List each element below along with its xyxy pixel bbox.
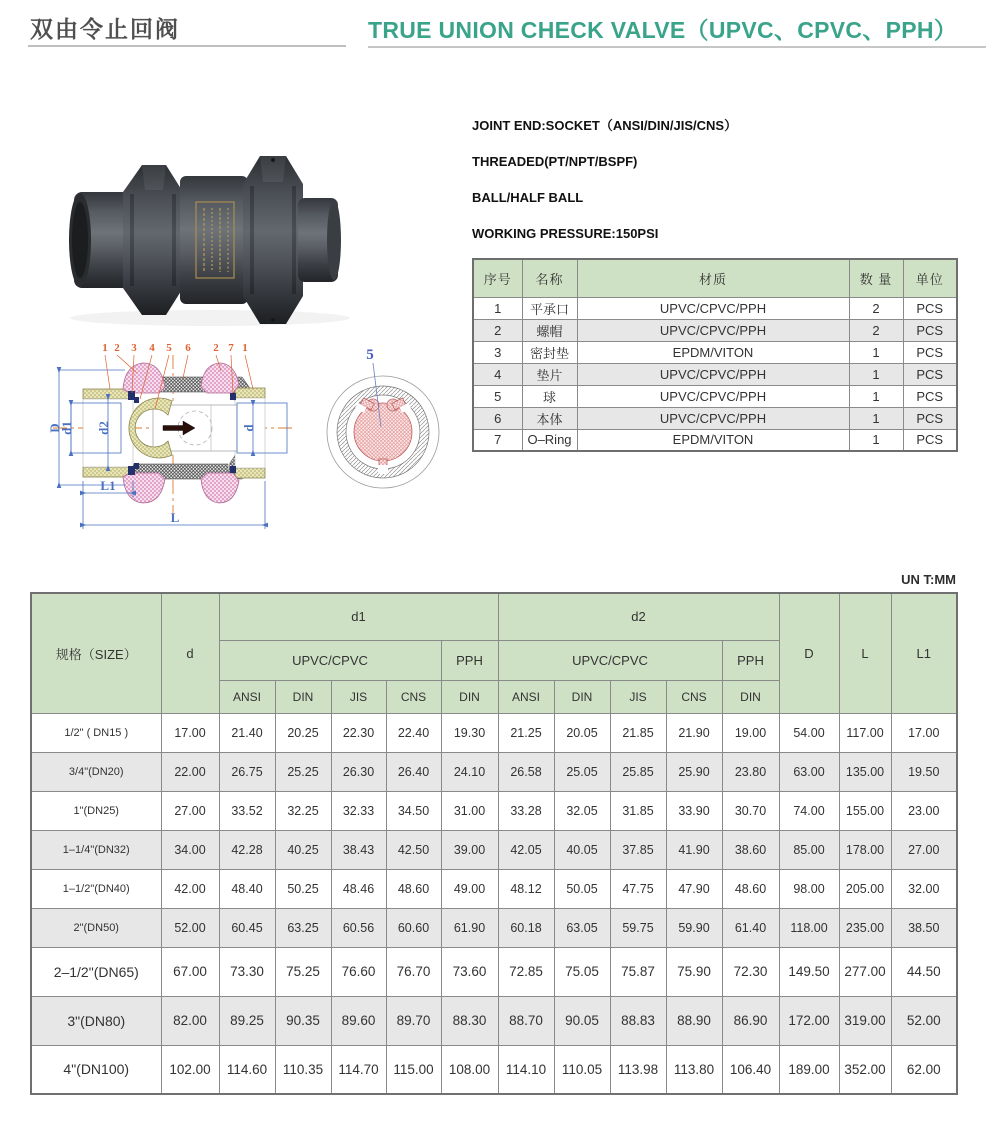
value-cell: 72.30 — [722, 947, 779, 996]
spec-ball: BALL/HALF BALL — [472, 190, 584, 205]
size-table-row — [31, 996, 957, 1045]
value-cell: 24.10 — [441, 752, 498, 791]
value-cell: 39.00 — [441, 830, 498, 869]
size-header-row-1 — [31, 593, 957, 640]
std-cns: CNS — [666, 680, 722, 713]
value-cell: 62.00 — [891, 1045, 957, 1094]
size-table-row — [31, 791, 957, 830]
parts-table-cell: PCS — [903, 407, 957, 429]
value-cell: 50.05 — [554, 869, 610, 908]
page-title-english: TRUE UNION CHECK VALVE（UPVC、CPVC、PPH） — [368, 17, 958, 43]
callout-2b: 2 — [213, 342, 219, 354]
std-jis: JIS — [331, 680, 386, 713]
parts-table-cell: 1 — [849, 429, 903, 451]
parts-table-cell: 1 — [849, 363, 903, 385]
value-cell: 22.40 — [386, 713, 441, 752]
value-cell: 26.30 — [331, 752, 386, 791]
dim-label-D: D — [47, 423, 62, 433]
parts-table-cell: UPVC/CPVC/PPH — [577, 297, 849, 319]
value-cell: 60.18 — [498, 908, 554, 947]
spec-threaded: THREADED(PT/NPT/BSPF) — [472, 154, 638, 169]
value-cell: 89.25 — [219, 996, 275, 1045]
value-cell: 114.70 — [331, 1045, 386, 1094]
L1-col-header: L1 — [891, 593, 957, 713]
size-cell: 4"(DN100) — [31, 1045, 161, 1094]
parts-table-cell: PCS — [903, 385, 957, 407]
size-table — [30, 592, 958, 1095]
d2-pph-header: PPH — [722, 640, 779, 680]
value-cell: 48.60 — [386, 869, 441, 908]
value-cell: 90.05 — [554, 996, 610, 1045]
parts-table-cell: UPVC/CPVC/PPH — [577, 363, 849, 385]
value-cell: 19.30 — [441, 713, 498, 752]
value-cell: 48.60 — [722, 869, 779, 908]
product-photo-svg — [60, 150, 350, 330]
value-cell: 114.10 — [498, 1045, 554, 1094]
value-cell: 108.00 — [441, 1045, 498, 1094]
parts-table-cell: 2 — [849, 297, 903, 319]
value-cell: 178.00 — [839, 830, 891, 869]
std-din-pph: DIN — [441, 680, 498, 713]
spec-pressure: WORKING PRESSURE:150PSI — [472, 226, 659, 241]
title-underline-left — [28, 45, 346, 47]
parts-table-cell: 本体 — [522, 407, 577, 429]
value-cell: 113.98 — [610, 1045, 666, 1094]
value-cell: 21.85 — [610, 713, 666, 752]
callout-5: 5 — [166, 342, 172, 354]
value-cell: 61.40 — [722, 908, 779, 947]
value-cell: 21.90 — [666, 713, 722, 752]
value-cell: 26.58 — [498, 752, 554, 791]
d2-group-header: d2 — [498, 593, 779, 640]
value-cell: 67.00 — [161, 947, 219, 996]
parts-table-header-row — [473, 259, 957, 297]
value-cell: 25.05 — [554, 752, 610, 791]
value-cell: 110.35 — [275, 1045, 331, 1094]
size-col-header: 规格（SIZE） — [31, 593, 161, 713]
parts-table-body — [473, 297, 957, 451]
value-cell: 33.28 — [498, 791, 554, 830]
value-cell: 21.25 — [498, 713, 554, 752]
value-cell: 47.75 — [610, 869, 666, 908]
value-cell: 25.85 — [610, 752, 666, 791]
value-cell: 52.00 — [891, 996, 957, 1045]
value-cell: 352.00 — [839, 1045, 891, 1094]
std-jis: JIS — [610, 680, 666, 713]
value-cell: 34.00 — [161, 830, 219, 869]
value-cell: 319.00 — [839, 996, 891, 1045]
value-cell: 73.60 — [441, 947, 498, 996]
parts-table-row — [473, 407, 957, 429]
parts-table-cell: 4 — [473, 363, 522, 385]
value-cell: 63.25 — [275, 908, 331, 947]
value-cell: 63.05 — [554, 908, 610, 947]
value-cell: 88.30 — [441, 996, 498, 1045]
std-ansi: ANSI — [498, 680, 554, 713]
std-din-pph: DIN — [722, 680, 779, 713]
parts-table-cell: PCS — [903, 429, 957, 451]
value-cell: 38.50 — [891, 908, 957, 947]
value-cell: 34.50 — [386, 791, 441, 830]
d1-group-header: d1 — [219, 593, 498, 640]
callout-2: 2 — [114, 342, 120, 354]
parts-col-index: 序号 — [473, 259, 522, 297]
value-cell: 41.90 — [666, 830, 722, 869]
value-cell: 32.05 — [554, 791, 610, 830]
value-cell: 106.40 — [722, 1045, 779, 1094]
callout-4: 4 — [149, 342, 155, 354]
value-cell: 63.00 — [779, 752, 839, 791]
value-cell: 117.00 — [839, 713, 891, 752]
parts-table — [472, 258, 958, 452]
value-cell: 76.60 — [331, 947, 386, 996]
value-cell: 38.60 — [722, 830, 779, 869]
value-cell: 42.05 — [498, 830, 554, 869]
value-cell: 54.00 — [779, 713, 839, 752]
value-cell: 88.70 — [498, 996, 554, 1045]
value-cell: 37.85 — [610, 830, 666, 869]
size-table-row — [31, 830, 957, 869]
parts-table-cell: PCS — [903, 297, 957, 319]
end-view-callout-5: 5 — [366, 347, 374, 363]
unit-note: UN T:MM — [901, 572, 956, 587]
value-cell: 235.00 — [839, 908, 891, 947]
size-cell: 1/2" ( DN15 ) — [31, 713, 161, 752]
value-cell: 118.00 — [779, 908, 839, 947]
std-cns: CNS — [386, 680, 441, 713]
parts-table-row — [473, 319, 957, 341]
value-cell: 20.25 — [275, 713, 331, 752]
parts-table-cell: EPDM/VITON — [577, 429, 849, 451]
value-cell: 21.40 — [219, 713, 275, 752]
value-cell: 42.00 — [161, 869, 219, 908]
size-table-row — [31, 1045, 957, 1094]
value-cell: 189.00 — [779, 1045, 839, 1094]
value-cell: 88.90 — [666, 996, 722, 1045]
parts-table-cell: 6 — [473, 407, 522, 429]
callout-7: 7 — [228, 342, 234, 354]
value-cell: 172.00 — [779, 996, 839, 1045]
parts-table-cell: 1 — [849, 407, 903, 429]
value-cell: 135.00 — [839, 752, 891, 791]
parts-table-cell: UPVC/CPVC/PPH — [577, 407, 849, 429]
value-cell: 22.00 — [161, 752, 219, 791]
parts-table-cell: 螺帽 — [522, 319, 577, 341]
spec-list — [472, 108, 952, 252]
size-cell: 3/4"(DN20) — [31, 752, 161, 791]
value-cell: 75.25 — [275, 947, 331, 996]
parts-col-unit: 单位 — [903, 259, 957, 297]
value-cell: 75.05 — [554, 947, 610, 996]
parts-table-row — [473, 385, 957, 407]
parts-table-cell: 球 — [522, 385, 577, 407]
D-col-header: D — [779, 593, 839, 713]
value-cell: 47.90 — [666, 869, 722, 908]
technical-drawing — [25, 333, 465, 538]
value-cell: 25.25 — [275, 752, 331, 791]
value-cell: 90.35 — [275, 996, 331, 1045]
parts-table-cell: UPVC/CPVC/PPH — [577, 319, 849, 341]
parts-table-cell: 平承口 — [522, 297, 577, 319]
std-din: DIN — [554, 680, 610, 713]
value-cell: 25.90 — [666, 752, 722, 791]
value-cell: 88.83 — [610, 996, 666, 1045]
parts-table-cell: 5 — [473, 385, 522, 407]
value-cell: 52.00 — [161, 908, 219, 947]
std-ansi: ANSI — [219, 680, 275, 713]
value-cell: 40.25 — [275, 830, 331, 869]
title-underline-right — [368, 46, 986, 48]
value-cell: 20.05 — [554, 713, 610, 752]
product-photo — [60, 150, 350, 330]
size-table-row — [31, 869, 957, 908]
value-cell: 44.50 — [891, 947, 957, 996]
value-cell: 102.00 — [161, 1045, 219, 1094]
parts-table-cell: PCS — [903, 341, 957, 363]
value-cell: 73.30 — [219, 947, 275, 996]
value-cell: 26.75 — [219, 752, 275, 791]
value-cell: 115.00 — [386, 1045, 441, 1094]
size-cell: 2–1/2"(DN65) — [31, 947, 161, 996]
value-cell: 50.25 — [275, 869, 331, 908]
parts-col-qty: 数 量 — [849, 259, 903, 297]
value-cell: 277.00 — [839, 947, 891, 996]
size-cell: 2"(DN50) — [31, 908, 161, 947]
size-table-row — [31, 947, 957, 996]
callout-1b: 1 — [242, 342, 248, 354]
dim-label-L: L — [170, 510, 180, 525]
value-cell: 32.00 — [891, 869, 957, 908]
value-cell: 114.60 — [219, 1045, 275, 1094]
parts-table-cell: 1 — [849, 341, 903, 363]
value-cell: 155.00 — [839, 791, 891, 830]
value-cell: 22.30 — [331, 713, 386, 752]
value-cell: 19.50 — [891, 752, 957, 791]
parts-table-row — [473, 341, 957, 363]
callout-3: 3 — [131, 342, 137, 354]
parts-table-cell: 7 — [473, 429, 522, 451]
value-cell: 89.70 — [386, 996, 441, 1045]
value-cell: 98.00 — [779, 869, 839, 908]
size-cell: 1–1/2"(DN40) — [31, 869, 161, 908]
value-cell: 48.12 — [498, 869, 554, 908]
d-col-header: d — [161, 593, 219, 713]
dim-label-d: d — [241, 424, 256, 432]
value-cell: 32.25 — [275, 791, 331, 830]
std-din: DIN — [275, 680, 331, 713]
callout-6: 6 — [185, 342, 191, 354]
value-cell: 48.40 — [219, 869, 275, 908]
value-cell: 48.46 — [331, 869, 386, 908]
value-cell: 33.90 — [666, 791, 722, 830]
d2-upvc-cpvc-header: UPVC/CPVC — [498, 640, 722, 680]
value-cell: 75.90 — [666, 947, 722, 996]
size-table-row — [31, 752, 957, 791]
value-cell: 49.00 — [441, 869, 498, 908]
value-cell: 30.70 — [722, 791, 779, 830]
parts-table-cell: 密封垫 — [522, 341, 577, 363]
value-cell: 149.50 — [779, 947, 839, 996]
size-cell: 3"(DN80) — [31, 996, 161, 1045]
parts-table-row — [473, 363, 957, 385]
page-title-chinese: 双由令止回阀 — [30, 16, 180, 42]
value-cell: 26.40 — [386, 752, 441, 791]
value-cell: 33.52 — [219, 791, 275, 830]
value-cell: 82.00 — [161, 996, 219, 1045]
value-cell: 31.00 — [441, 791, 498, 830]
size-cell: 1"(DN25) — [31, 791, 161, 830]
value-cell: 72.85 — [498, 947, 554, 996]
value-cell: 31.85 — [610, 791, 666, 830]
parts-table-cell: EPDM/VITON — [577, 341, 849, 363]
value-cell: 42.50 — [386, 830, 441, 869]
d1-pph-header: PPH — [441, 640, 498, 680]
value-cell: 205.00 — [839, 869, 891, 908]
value-cell: 113.80 — [666, 1045, 722, 1094]
value-cell: 19.00 — [722, 713, 779, 752]
value-cell: 59.90 — [666, 908, 722, 947]
value-cell: 32.33 — [331, 791, 386, 830]
value-cell: 40.05 — [554, 830, 610, 869]
parts-table-cell: 2 — [849, 319, 903, 341]
value-cell: 89.60 — [331, 996, 386, 1045]
callout-1: 1 — [102, 342, 108, 354]
value-cell: 59.75 — [610, 908, 666, 947]
parts-table-row — [473, 429, 957, 451]
value-cell: 76.70 — [386, 947, 441, 996]
spec-joint-end: JOINT END:SOCKET（ANSI/DIN/JIS/CNS） — [472, 118, 738, 133]
parts-table-cell: PCS — [903, 319, 957, 341]
parts-table-cell: PCS — [903, 363, 957, 385]
parts-table-cell: 垫片 — [522, 363, 577, 385]
parts-table-row — [473, 297, 957, 319]
value-cell: 85.00 — [779, 830, 839, 869]
parts-table-cell: 1 — [849, 385, 903, 407]
value-cell: 74.00 — [779, 791, 839, 830]
parts-col-name: 名称 — [522, 259, 577, 297]
size-table-row — [31, 908, 957, 947]
dim-label-L1: L1 — [100, 478, 116, 493]
size-table-row — [31, 713, 957, 752]
value-cell: 38.43 — [331, 830, 386, 869]
value-cell: 60.45 — [219, 908, 275, 947]
value-cell: 17.00 — [161, 713, 219, 752]
size-cell: 1–1/4"(DN32) — [31, 830, 161, 869]
value-cell: 61.90 — [441, 908, 498, 947]
parts-table-cell: UPVC/CPVC/PPH — [577, 385, 849, 407]
value-cell: 75.87 — [610, 947, 666, 996]
value-cell: 27.00 — [891, 830, 957, 869]
value-cell: 17.00 — [891, 713, 957, 752]
parts-table-cell: 1 — [473, 297, 522, 319]
value-cell: 86.90 — [722, 996, 779, 1045]
d1-upvc-cpvc-header: UPVC/CPVC — [219, 640, 441, 680]
parts-table-cell: O–Ring — [522, 429, 577, 451]
value-cell: 27.00 — [161, 791, 219, 830]
parts-table-cell: 2 — [473, 319, 522, 341]
value-cell: 60.56 — [331, 908, 386, 947]
dim-label-d1: d1 — [59, 421, 74, 435]
parts-col-material: 材质 — [577, 259, 849, 297]
value-cell: 42.28 — [219, 830, 275, 869]
dim-label-d2: d2 — [96, 421, 111, 435]
value-cell: 23.80 — [722, 752, 779, 791]
value-cell: 23.00 — [891, 791, 957, 830]
size-table-body — [31, 713, 957, 1094]
value-cell: 110.05 — [554, 1045, 610, 1094]
value-cell: 60.60 — [386, 908, 441, 947]
L-col-header: L — [839, 593, 891, 713]
technical-drawing-svg — [25, 333, 465, 538]
parts-table-cell: 3 — [473, 341, 522, 363]
